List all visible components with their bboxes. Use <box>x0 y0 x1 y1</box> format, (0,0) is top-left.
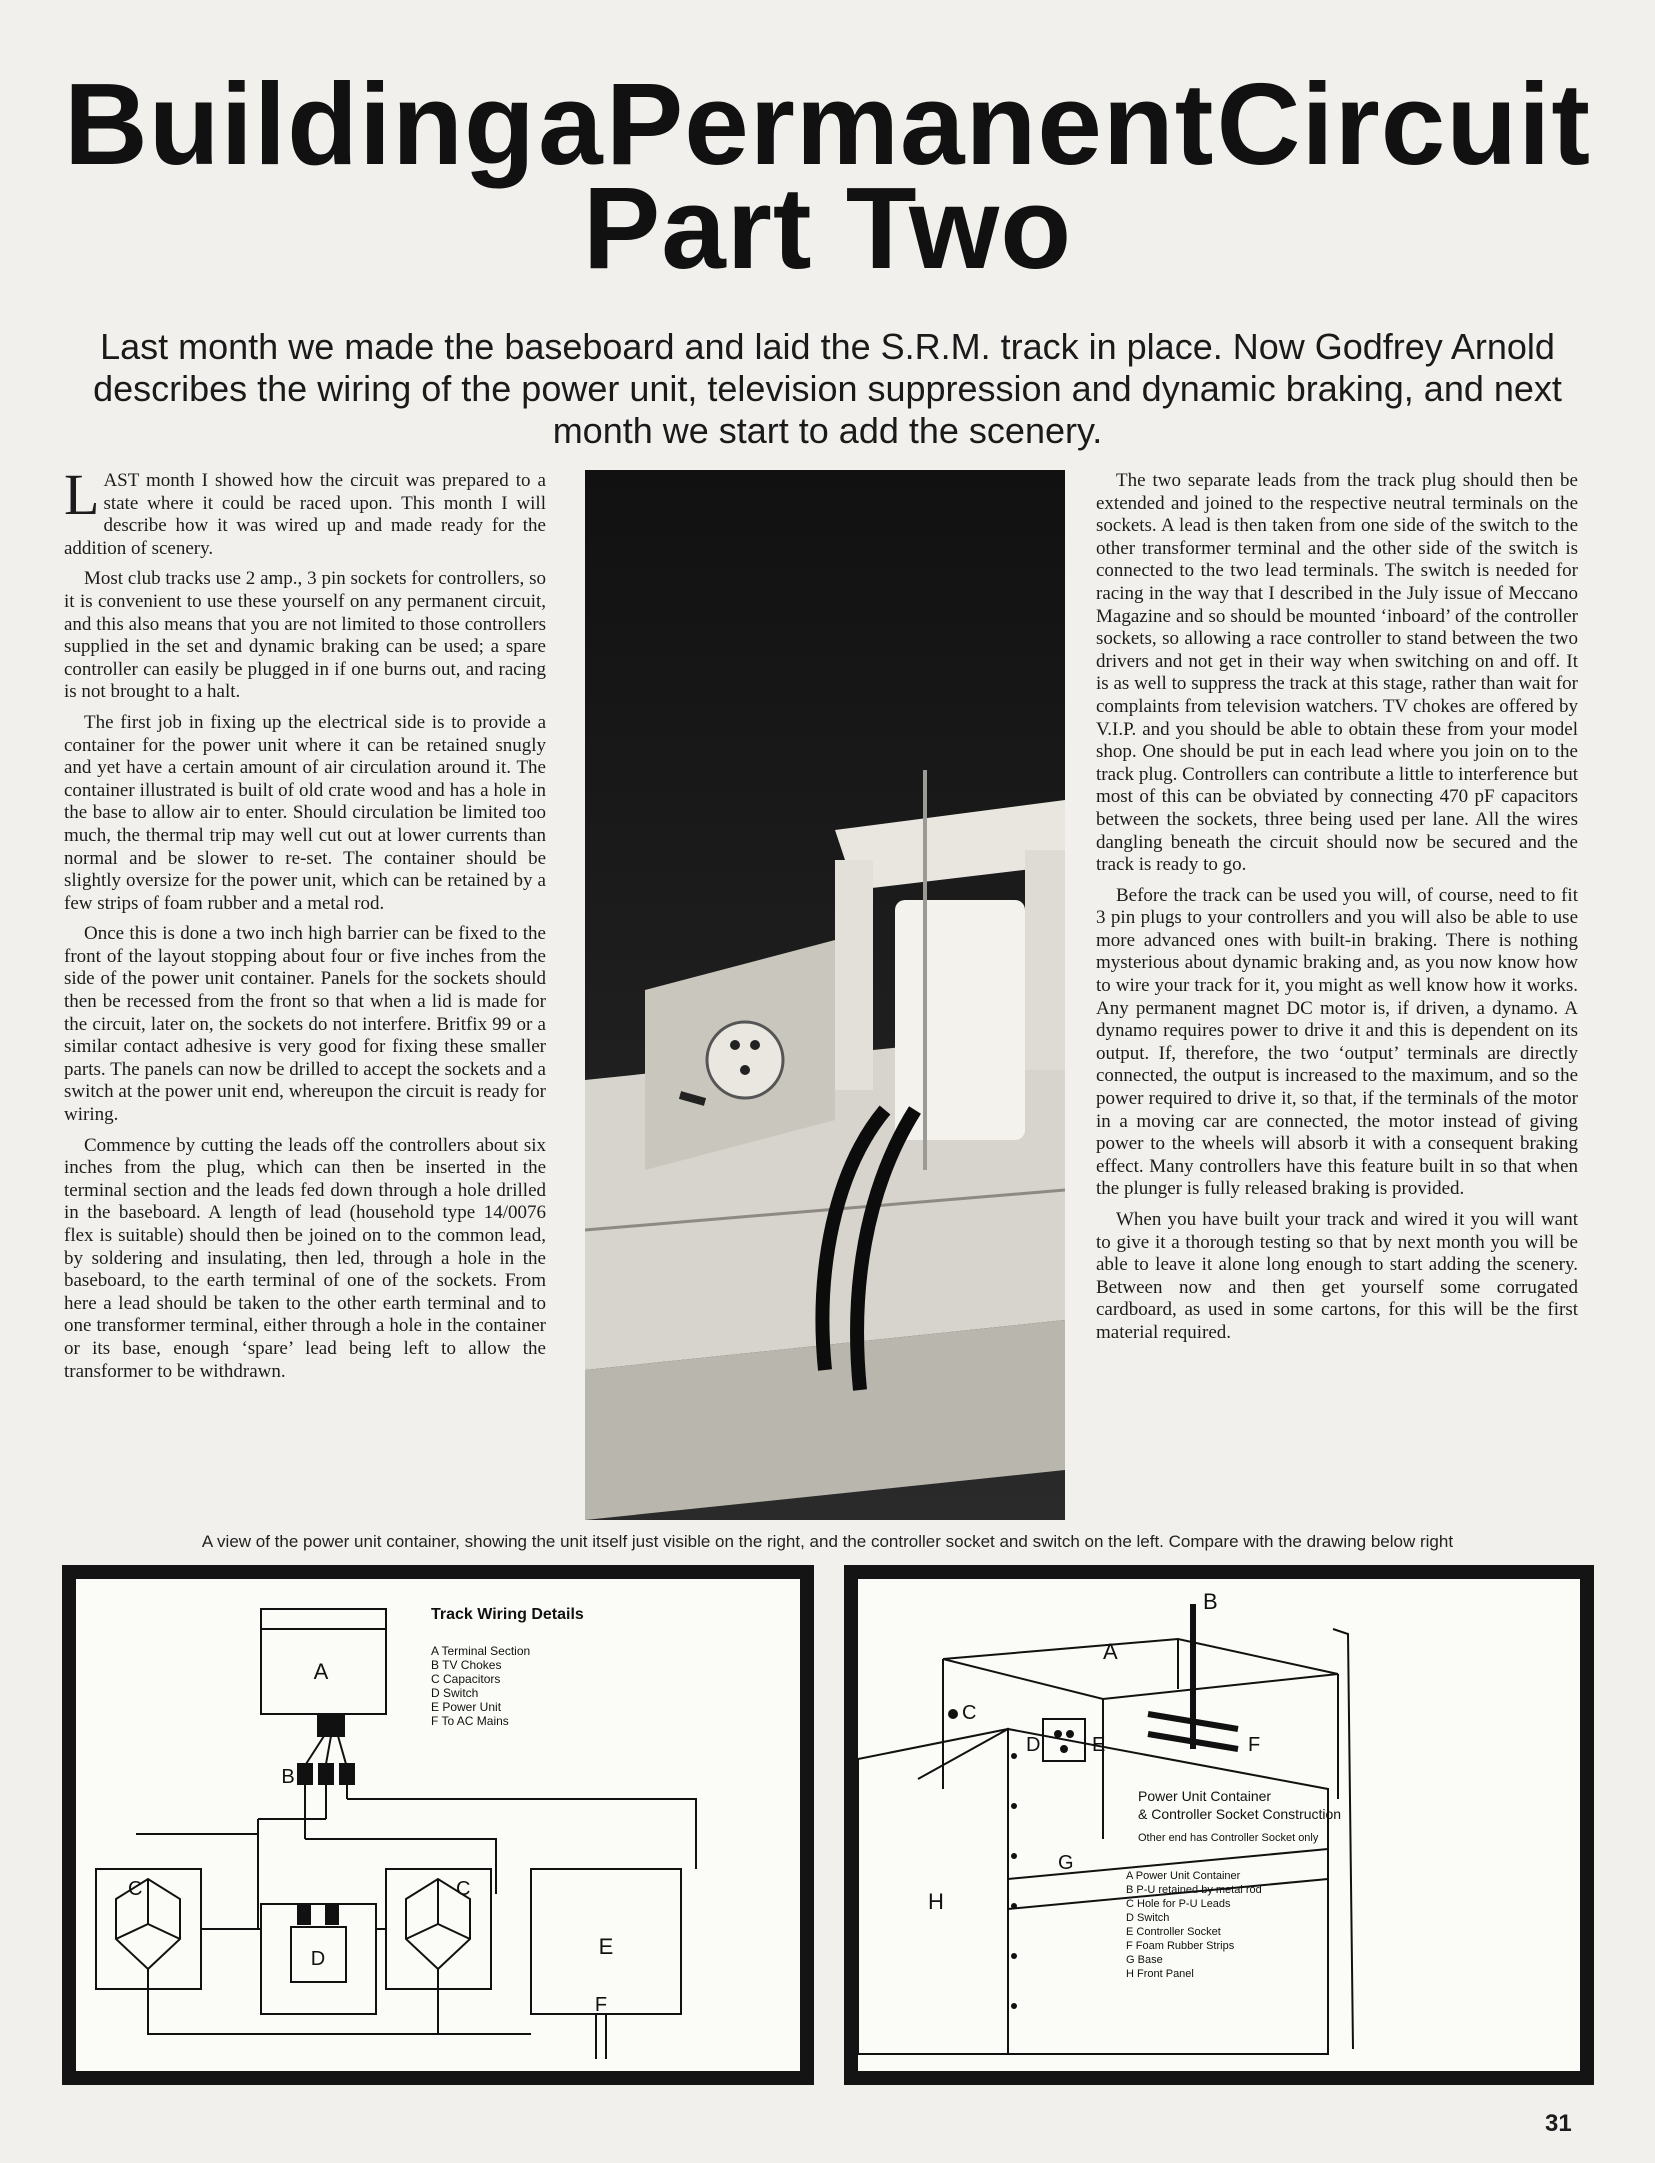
title-word: a <box>538 59 604 189</box>
label-d: D <box>310 1948 326 1970</box>
power-unit-photo <box>585 470 1065 1520</box>
page-number: 31 <box>1545 2110 1572 2137</box>
paragraph: Before the track can be used you will, of course, need to fit 3 pin plugs to your controllers and you will also be able to use more advanced ones with built-in braking. There is nothing mysterious about dynamic braking and, as you now know how to wire your track for it, you might as well know how it works. Any permanent magnet DC motor is, if driven, a dynamo. A dynamo requires power to drive it and this is dependent on its output. If, therefore, the two ‘output’ terminals are directly connected, the output is increased to the maximum, and so the power required to drive it, so that, if the terminals of the motor in a moving car are connected, the motor instead of giving power to the wheels will absorb it with a consequent braking effect. Many controllers have this feature built in so that when the plunger is fully released braking is provided. <box>1096 884 1578 1200</box>
construction-title-line-1: Power Unit Container <box>1138 1788 1272 1804</box>
legend-item: F Foam Rubber Strips <box>1126 1940 1235 1952</box>
legend-item: D Switch <box>431 1686 479 1700</box>
legend-item: G Base <box>1126 1954 1163 1966</box>
label-b: B <box>1203 1589 1218 1614</box>
photo-illustration <box>585 470 1065 1520</box>
paragraph: Commence by cutting the leads off the controllers about six inches from the plug, which can then be inserted in the terminal section and the leads fed down through a hole drilled in the baseboard. A length of lead (household type 14/0076 flex is suitable) should then be joined on to the common lead, by soldering and insulating, then led, through a hole in the baseboard, to the earth terminal of one of the sockets. From here a lead should be taken to the other earth terminal and to one transformer terminal, either through a hole in the container or its base, enough ‘spare’ lead being left to allow the transformer to be withdrawn. <box>64 1134 546 1382</box>
paragraph: Once this is done a two inch high barrier can be fixed to the front of the layout stopping about four or five inches from the side of the power unit container. Panels for the sockets should then be recessed from the front so that when a lid is made for the circuit, later on, the sockets do not interfere. Britfix 99 or a similar contact adhesive is very good for fixing these smaller parts. The panels can now be drilled to accept the sockets and a switch at the power unit end, whereupon the circuit is ready for wiring. <box>64 923 546 1126</box>
label-c-right: C <box>456 1878 471 1900</box>
label-d: D <box>1026 1734 1041 1756</box>
paragraph-text: AST month I showed how the circuit was prepared to a state where it could be raced upon. This month I will describe how it was wired up and made ready for the addition of scenery. <box>64 470 546 559</box>
title-line-2: Part Two <box>582 163 1073 293</box>
legend-item: D Switch <box>1126 1912 1170 1924</box>
legend-item: A Terminal Section <box>431 1644 531 1658</box>
label-e: E <box>598 1934 614 1959</box>
label-b: B <box>281 1766 295 1788</box>
legend-item: H Front Panel <box>1126 1968 1194 1980</box>
construction-drawing <box>858 1579 1580 2071</box>
legend-item: A Power Unit Container <box>1126 1870 1241 1882</box>
diagram-title: Track Wiring Details <box>431 1606 584 1623</box>
legend-item: E Power Unit <box>431 1700 502 1714</box>
standfirst: Last month we made the baseboard and laid the S.R.M. track in place. Now Godfrey Arnold describes the wiring of the power unit, television suppression and dynamic braking, and next month we start to add the scenery. <box>93 326 1562 451</box>
paragraph: Most club tracks use 2 amp., 3 pin sockets for controllers, so it is convenient to use these yourself on any permanent circuit, and this also means that you are not limited to those controllers supplied in the set and dynamic braking can be used; a spare controller can easily be plugged in if one burns out, and racing is not brought to a halt. <box>64 568 546 703</box>
right-text-column <box>1096 470 1578 1353</box>
title-word: Circuit <box>1216 59 1591 189</box>
track-wiring-diagram <box>62 1565 814 2085</box>
legend-item: C Hole for P-U Leads <box>1126 1898 1231 1910</box>
label-c: C <box>962 1702 977 1724</box>
legend-item: C Capacitors <box>431 1672 501 1686</box>
label-f: F <box>594 1994 608 2016</box>
label-h: H <box>928 1889 944 1914</box>
drop-cap: L <box>64 462 100 527</box>
label-g: G <box>1058 1852 1074 1874</box>
construction-subtitle: Other end has Controller Socket only <box>1138 1832 1319 1844</box>
title-word: Building <box>64 59 536 189</box>
construction-title-line-2: & Controller Socket Construction <box>1138 1806 1342 1822</box>
title-line-1 <box>40 59 1615 189</box>
photo-caption: A view of the power unit container, showing the unit itself just visible on the right, and the controller socket and switch on the left. Compare with the drawing below right <box>201 1532 1454 1551</box>
article-title <box>40 59 1615 293</box>
legend-item: B TV Chokes <box>431 1658 502 1672</box>
container-construction-diagram <box>844 1565 1594 2085</box>
paragraph: When you have built your track and wired it you will want to give it a thorough testing so that by next month you will be able to leave it alone long enough to start adding the scenery. Between now and then get yourself some corrugated cardboard, as used in some cartons, for this will be the first material required. <box>1096 1209 1578 1343</box>
wiring-schematic <box>76 1579 800 2071</box>
paragraph: The first job in fixing up the electrical side is to provide a container for the power unit where it can be retained snugly and yet have a certain amount of air circulation around it. The container illustrated is built of old crate wood and has a hole in the base to allow air to enter. Should circulation be limited too much, the thermal trip may well cut out at lower currents than normal and be slower to re-set. The container should be slightly oversize for the power unit, which can be retained by a few strips of foam rubber and a metal rod. <box>64 711 546 914</box>
label-f: F <box>1248 1734 1261 1756</box>
label-a: A <box>313 1659 329 1684</box>
legend-item: B P-U retained by metal rod <box>1126 1884 1262 1896</box>
paragraph <box>64 462 546 560</box>
paragraph: The two separate leads from the track plug should then be extended and joined to the respective neutral terminals on the sockets. A lead is then taken from one side of the switch to the other transformer terminal and the other side of the switch is connected to the two lead terminals. The switch is needed for racing in the way that I described in the July issue of Meccano Magazine and so should be mounted ‘inboard’ of the controller sockets, so allowing a race controller to stand between the two drivers and not get in their way when switching on and off. It is as well to suppress the track at this stage, rather than wait for complaints from television watchers. TV chokes are offered by V.I.P. and you should be able to obtain these from your model shop. One should be put in each lead where you join on to the track plug. Controllers can contribute a little to interference but most of this can be obviated by connecting 470 pF capacitors between the sockets, three being used per lane. All the wires dangling beneath the circuit should now be secured and the track is ready to go. <box>1096 470 1578 876</box>
title-word: Permanent <box>605 59 1215 189</box>
legend-item: F To AC Mains <box>431 1714 509 1728</box>
legend-item: E Controller Socket <box>1126 1926 1221 1938</box>
label-e: E <box>1092 1734 1106 1756</box>
label-a: A <box>1103 1639 1118 1664</box>
label-c-left: C <box>128 1878 143 1900</box>
left-text-column <box>64 462 546 1391</box>
